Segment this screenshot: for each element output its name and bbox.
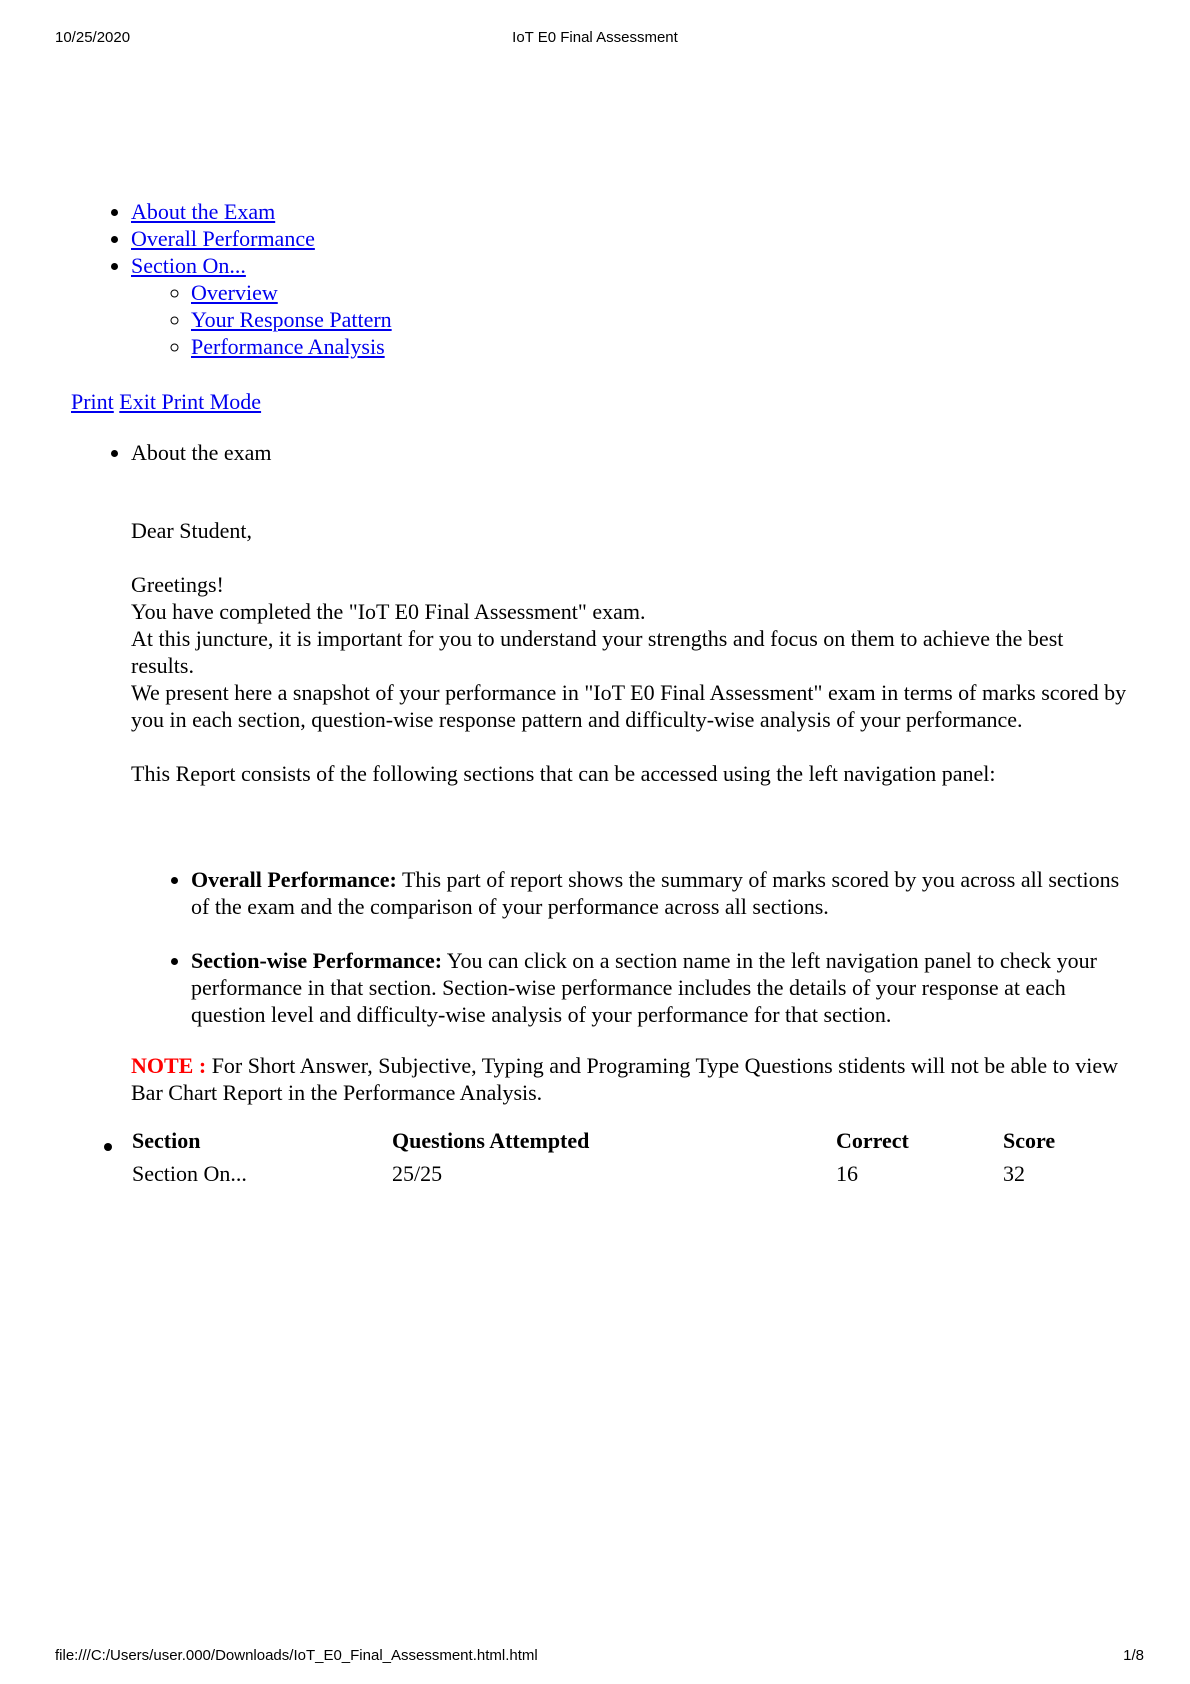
table-header-row bbox=[132, 1124, 1123, 1157]
snapshot-text: We present here a snapshot of your performance in "IoT E0 Final Assessment" exam in terms of marks scored by you in each section, question-wise response pattern and difficulty-wise analysis of your performance. bbox=[131, 680, 1127, 732]
report-consists-text: This Report consists of the following sections that can be accessed using the left navigation panel: bbox=[131, 761, 996, 786]
print-file-url: file:///C:/Users/user.000/Downloads/IoT_E0_Final_Assessment.html.html bbox=[55, 1647, 538, 1664]
nav-item-section bbox=[131, 252, 392, 360]
nav-item-overall bbox=[131, 225, 392, 252]
print-title: IoT E0 Final Assessment bbox=[512, 29, 678, 46]
section-title: Section-wise Performance: bbox=[191, 948, 443, 973]
cell-section: Section On... bbox=[132, 1161, 247, 1186]
section-title: Overall Performance: bbox=[191, 867, 397, 892]
about-heading: • About the exam bbox=[131, 439, 272, 466]
subnav-item-overview bbox=[191, 279, 392, 306]
column-header-correct: Correct bbox=[836, 1128, 909, 1153]
juncture-text: At this juncture, it is important for you to understand your strengths and focus on them to achieve the best results. bbox=[131, 626, 1064, 678]
list-item bbox=[191, 866, 1131, 920]
cell-score: 32 bbox=[1003, 1161, 1025, 1186]
column-header-section: Section bbox=[132, 1128, 201, 1153]
section-summary-table bbox=[132, 1124, 1123, 1190]
note bbox=[131, 1052, 1131, 1106]
section-description: You can click on a section name in the left navigation panel to check your performance in that section. Section-wise performance includes the details of your response at each question level and difficulty-wise analysis of your performance for that section. bbox=[191, 948, 1097, 1027]
cell-correct: 16 bbox=[836, 1161, 858, 1186]
about-section bbox=[0, 439, 272, 466]
nav-item-about bbox=[131, 198, 392, 225]
greeting: Greetings! bbox=[131, 572, 224, 597]
subnav-item-performance-analysis bbox=[191, 333, 392, 360]
salutation: Dear Student, bbox=[131, 518, 252, 543]
table-row bbox=[132, 1157, 1123, 1190]
print-footer bbox=[0, 1644, 1190, 1666]
column-header-questions-attempted: Questions Attempted bbox=[392, 1128, 590, 1153]
cell-questions-attempted: 25/25 bbox=[392, 1161, 443, 1186]
nav-link-your-response-pattern[interactable]: Your Response Pattern bbox=[191, 307, 392, 332]
print-date: 10/25/2020 bbox=[55, 29, 131, 46]
exit-print-mode-link[interactable]: Exit Print Mode bbox=[119, 389, 262, 414]
completed-text: You have completed the "IoT E0 Final Assessment" exam. bbox=[131, 599, 646, 624]
section-description: This part of report shows the summary of marks scored by you across all sections of the exam and the comparison of your performance across all sections. bbox=[191, 867, 1120, 919]
about-letter bbox=[131, 517, 1131, 787]
note-label: NOTE : bbox=[131, 1053, 207, 1078]
bullet-icon bbox=[104, 1143, 112, 1151]
nav-link-performance-analysis[interactable]: Performance Analysis bbox=[191, 334, 385, 359]
note-text: For Short Answer, Subjective, Typing and Programing Type Questions stidents will not be able to view Bar Chart Report in the Performance Analysis. bbox=[131, 1053, 1118, 1105]
section-subnav bbox=[131, 279, 392, 360]
print-header bbox=[0, 26, 1190, 48]
nav-link-overall-performance[interactable]: Overall Performance bbox=[131, 226, 315, 251]
column-header-score: Score bbox=[1003, 1128, 1056, 1153]
nav-link-section-on[interactable]: Section On... bbox=[131, 253, 246, 278]
nav-link-about-the-exam[interactable]: About the Exam bbox=[131, 199, 276, 224]
subnav-item-response-pattern bbox=[191, 306, 392, 333]
print-page-number: 1/8 bbox=[1123, 1647, 1144, 1664]
report-navigation bbox=[0, 198, 392, 360]
nav-link-overview[interactable]: Overview bbox=[191, 280, 278, 305]
report-sections-list bbox=[0, 866, 1131, 1055]
print-links bbox=[71, 388, 261, 415]
list-item bbox=[191, 947, 1131, 1028]
print-link[interactable]: Print bbox=[71, 389, 114, 414]
